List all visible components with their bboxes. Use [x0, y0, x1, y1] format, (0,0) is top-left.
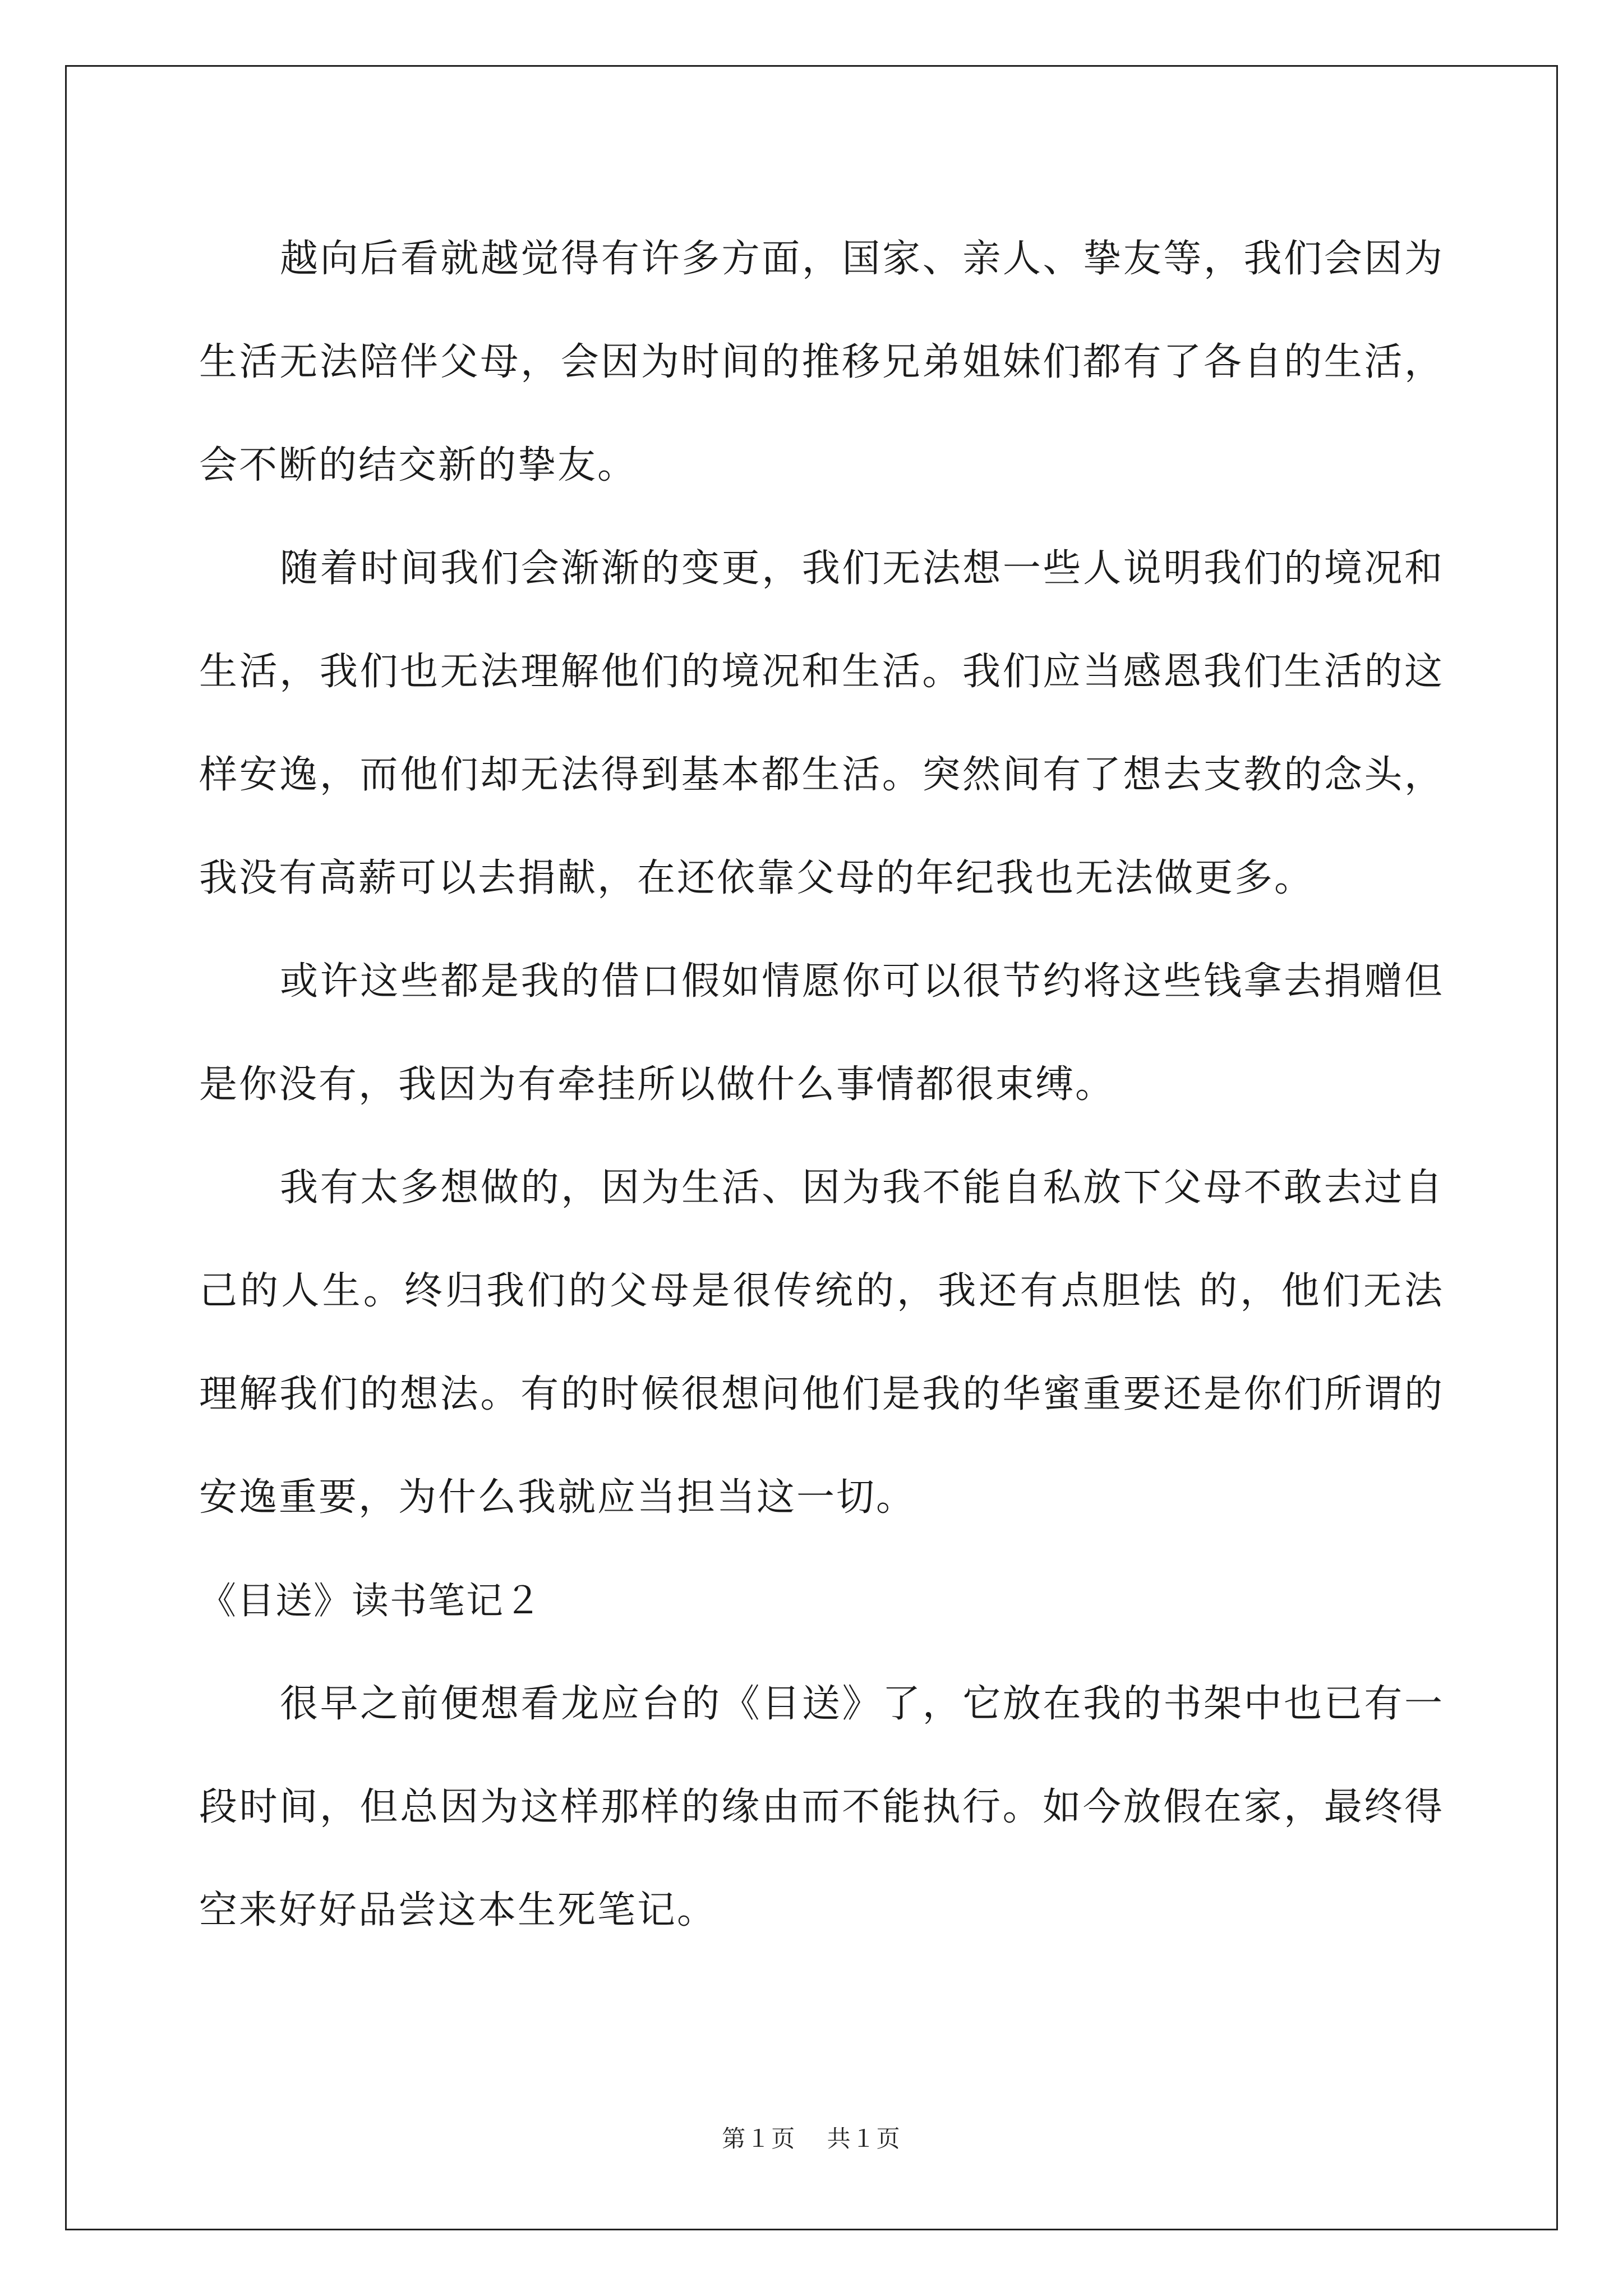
page-footer [0, 2120, 1623, 2154]
paragraph-3: 或许这些都是我的借口假如情愿你可以很节约将这些钱拿去捐赠但是你没有，我因为有牵挂所以做什么事情都很束缚。 [199, 959, 1444, 1107]
paragraph-4: 我有太多想做的，因为生活、因为我不能自私放下父母不敢去过自己的人生。终归我们的父母是很传统的，我还有点胆怯 的，他们无法理解我们的想法。有的时候很想问他们是我的华蜜重要还是你们所谓的安逸重要，为什么我就应当担当这一切。 [199, 1166, 1444, 1520]
page-number: 第１页 [722, 2125, 796, 2152]
document-body [199, 208, 1444, 1962]
section-heading: 《目送》读书笔记２ [199, 1579, 542, 1622]
paragraph-5: 很早之前便想看龙应台的《目送》了，它放在我的书架中也已有一段时间，但总因为这样那样的缘由而不能执行。如今放假在家，最终得空来好好品尝这本生死笔记。 [199, 1682, 1444, 1932]
paragraph-2: 随着时间我们会渐渐的变更，我们无法想一些人说明我们的境况和生活，我们也无法理解他们的境况和生活。我们应当感恩我们生活的这样安逸，而他们却无法得到基本都生活。突然间有了想去支教的念头，我没有高薪可以去捐献，在还依靠父母的年纪我也无法做更多。 [199, 546, 1444, 900]
page-total: 共１页 [827, 2125, 901, 2152]
paragraph-1: 越向后看就越觉得有许多方面，国家、亲人、挚友等，我们会因为生活无法陪伴父母，会因为时间的推移兄弟姐妹们都有了各自的生活，会不断的结交新的挚友。 [199, 237, 1444, 487]
